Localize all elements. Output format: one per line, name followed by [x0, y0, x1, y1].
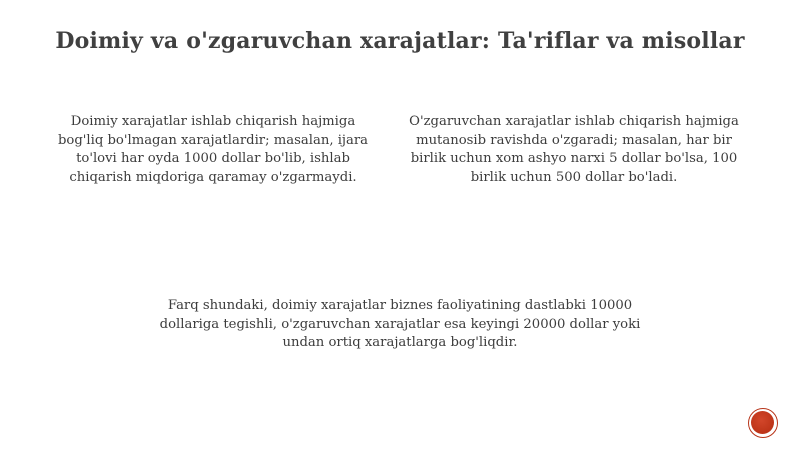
fixed-costs-description: Doimiy xarajatlar ishlab chiqarish hajmiga bog'liq bo'lmagan xarajatlardir; masalan, ijara to'lovi har oyda 1000 dollar bo'lib, ishlab chiqarish miqdoriga qaramay o'zgarmaydi.	[57, 114, 369, 185]
slide-title: Doimiy va o'zgaruvchan xarajatlar: Ta'riflar va misollar	[55, 28, 745, 54]
difference-summary: Farq shundaki, doimiy xarajatlar biznes faoliyatining dastlabki 10000 dollariga tegishli, o'zgaruvchan xarajatlar esa keyingi 20000 dollar yoki undan ortiq xarajatlarga bog'liqdir.	[159, 298, 641, 350]
slide-nav-button[interactable]	[748, 408, 778, 438]
circle-button-icon	[751, 411, 774, 434]
variable-costs-description: O'zgaruvchan xarajatlar ishlab chiqarish hajmiga mutanosib ravishda o'zgaradi; masalan, har bir birlik uchun xom ashyo narxi 5 dollar bo'lsa, 100 birlik uchun 500 dollar bo'ladi.	[409, 114, 739, 185]
